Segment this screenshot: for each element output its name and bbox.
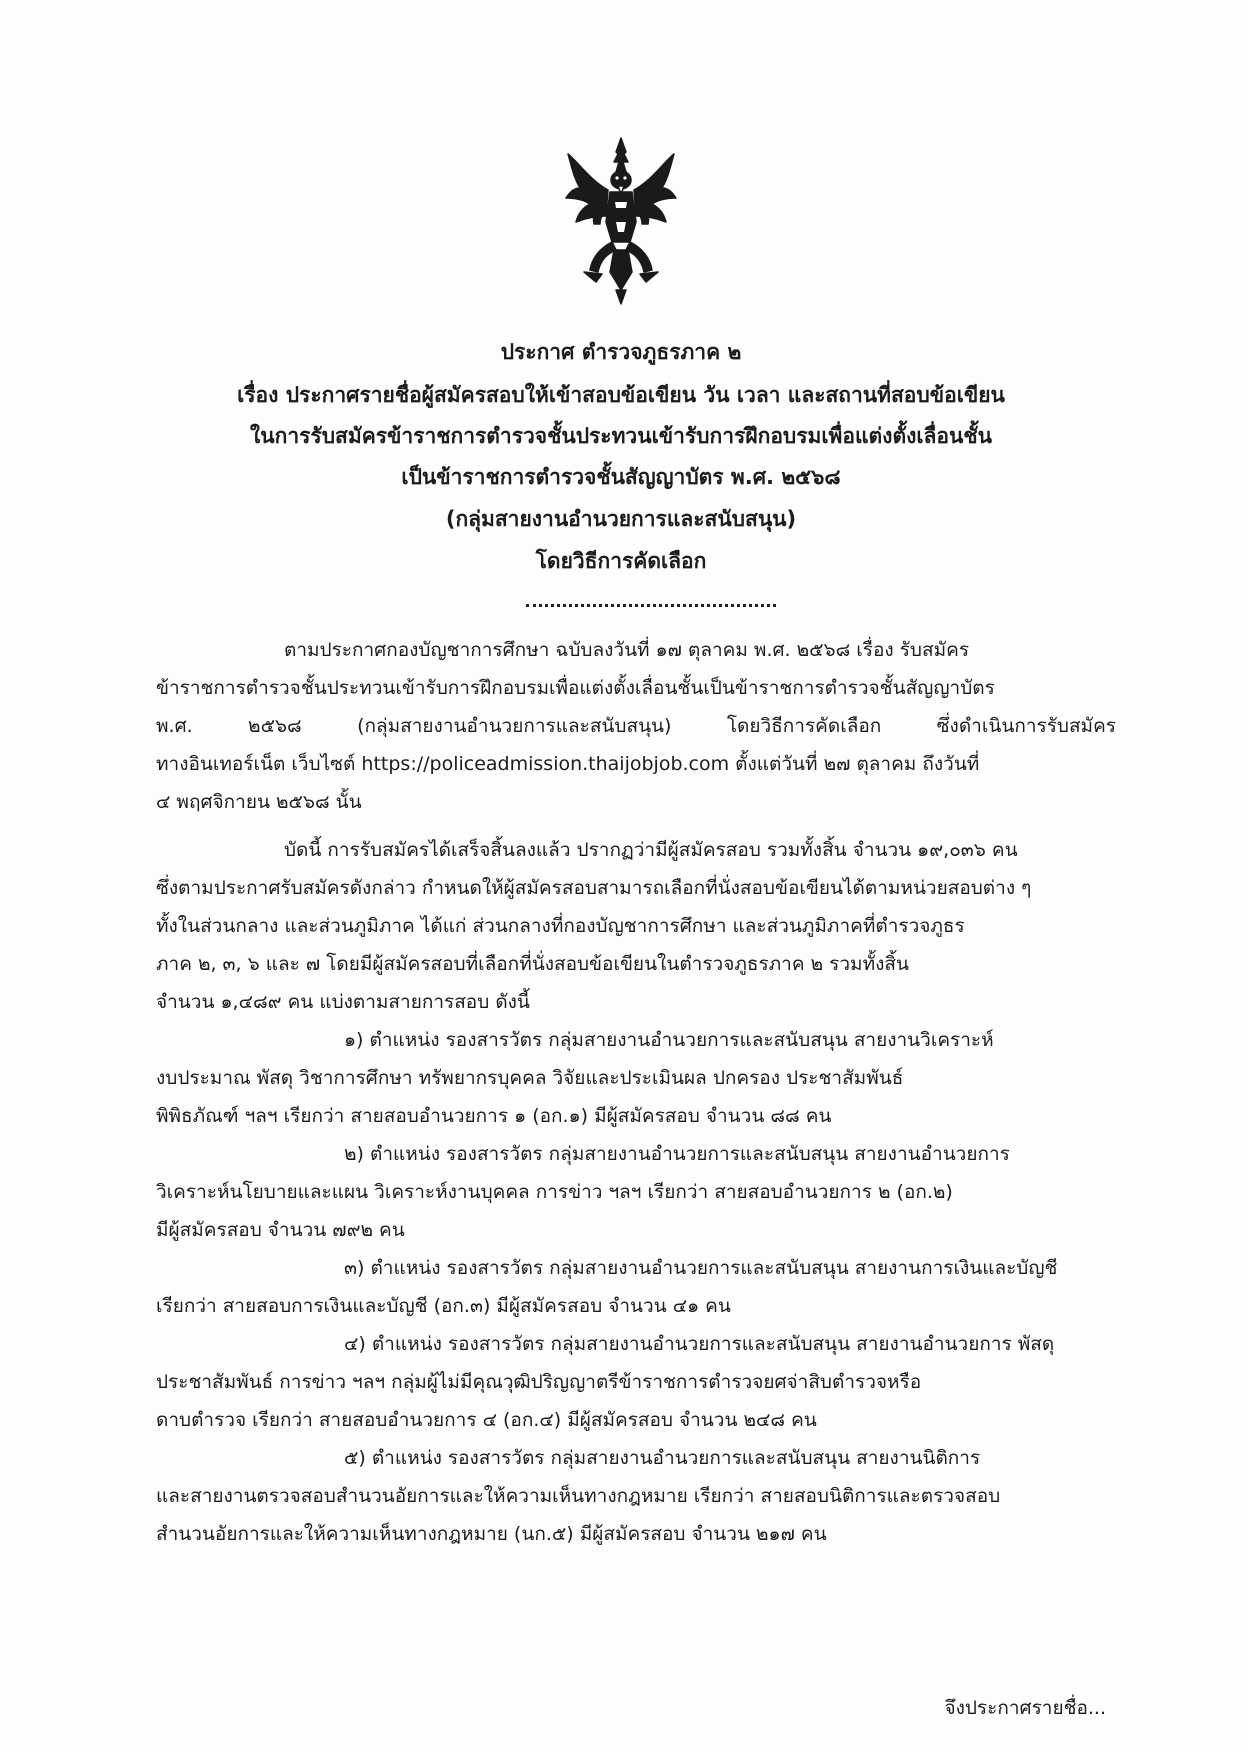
paragraph-1-line-1: ตามประกาศกองบัญชาการศึกษา ฉบับลงวันที่ ๑๗ ตุลาคม พ.ศ. ๒๕๖๘ เรื่อง รับสมัคร (284, 639, 970, 661)
item-2-line-3: มีผู้สมัครสอบ จำนวน ๗๙๒ คน (156, 1219, 405, 1241)
item-3-line-1: ๓) ตำแหน่ง รองสารวัตร กลุ่มสายงานอำนวยการและสนับสนุน สายงานการเงินและบัญชี (344, 1257, 1058, 1279)
item-1-line-3: พิพิธภัณฑ์ ฯลฯ เรียกว่า สายสอบอำนวยการ ๑ (อก.๑) มีผู้สมัครสอบ จำนวน ๘๘ คน (156, 1105, 832, 1127)
item-5-line-3: สำนวนอัยการและให้ความเห็นทางกฎหมาย (นก.๕) มีผู้สมัครสอบ จำนวน ๒๑๗ คน (156, 1523, 827, 1545)
announcement-subject: เรื่อง ประกาศรายชื่อผู้สมัครสอบให้เข้าสอบข้อเขียน วัน เวลา และสถานที่สอบข้อเขียน (237, 383, 1005, 407)
item-1-line-1: ๑) ตำแหน่ง รองสารวัตร กลุ่มสายงานอำนวยการและสนับสนุน สายงานวิเคราะห์ (344, 1029, 994, 1051)
item-4-line-1: ๔) ตำแหน่ง รองสารวัตร กลุ่มสายงานอำนวยการและสนับสนุน สายงานอำนวยการ พัสดุ (344, 1333, 1055, 1355)
announcement-subject-line-5: โดยวิธีการคัดเลือก (535, 549, 707, 573)
item-5-line-2: และสายงานตรวจสอบสำนวนอัยการและให้ความเห็นทางกฎหมาย เรียกว่า สายสอบนิติการและตรวจสอบ (156, 1485, 1001, 1507)
item-2-line-2: วิเคราะห์นโยบายและแผน วิเคราะห์งานบุคคล การข่าว ฯลฯ เรียกว่า สายสอบอำนวยการ ๒ (อก.๒) (156, 1181, 953, 1203)
item-3-line-2: เรียกว่า สายสอบการเงินและบัญชี (อก.๓) มีผู้สมัครสอบ จำนวน ๔๑ คน (156, 1295, 731, 1317)
heading-divider (526, 604, 776, 607)
item-4-line-2: ประชาสัมพันธ์ การข่าว ฯลฯ กลุ่มผู้ไม่มีคุณวุฒิปริญญาตรีข้าราชการตำรวจยศจ่าสิบตำรวจหรือ (156, 1371, 922, 1393)
paragraph-1-line-2: ข้าราชการตำรวจชั้นประทวนเข้ารับการฝึกอบรมเพื่อแต่งตั้งเลื่อนชั้นเป็นข้าราชการตำรวจชั้นสัญญาบัตร (156, 677, 995, 699)
paragraph-2-line-1: บัดนี้ การรับสมัครได้เสร็จสิ้นลงแล้ว ปรากฏว่ามีผู้สมัครสอบ รวมทั้งสิ้น จำนวน ๑๙,๐๓๖ คน (284, 839, 1018, 861)
paragraph-2-line-5: จำนวน ๑,๔๘๙ คน แบ่งตามสายการสอบ ดังนี้ (156, 991, 530, 1013)
paragraph-1-line-3: พ.ศ. ๒๕๖๘ (กลุ่มสายงานอำนวยการและสนับสนุน) โดยวิธีการคัดเลือก ซึ่งดำเนินการรับสมัคร (156, 715, 1116, 737)
garuda-emblem-icon (560, 132, 682, 308)
item-2-line-1: ๒) ตำแหน่ง รองสารวัตร กลุ่มสายงานอำนวยการและสนับสนุน สายงานอำนวยการ (344, 1143, 1010, 1165)
item-4-line-3: ดาบตำรวจ เรียกว่า สายสอบอำนวยการ ๔ (อก.๔) มีผู้สมัครสอบ จำนวน ๒๔๘ คน (156, 1409, 817, 1431)
paragraph-2-line-4: ภาค ๒, ๓, ๖ และ ๗ โดยมีผู้สมัครสอบที่เลือกที่นั่งสอบข้อเขียนในตำรวจภูธรภาค ๒ รวมทั้งสิ้น (156, 953, 909, 975)
paragraph-1-line-5: ๔ พฤศจิกายน ๒๕๖๘ นั้น (156, 791, 362, 813)
page-continuation-text: จึงประกาศรายชื่อ... (944, 1697, 1106, 1719)
paragraph-2-line-2: ซึ่งตามประกาศรับสมัครดังกล่าว กำหนดให้ผู้สมัครสอบสามารถเลือกที่นั่งสอบข้อเขียนได้ตามหน่วยสอบต่าง ๆ (156, 877, 1032, 899)
announcement-subject-line-3: เป็นข้าราชการตำรวจชั้นสัญญาบัตร พ.ศ. ๒๕๖๘ (401, 465, 841, 489)
item-5-line-1: ๕) ตำแหน่ง รองสารวัตร กลุ่มสายงานอำนวยการและสนับสนุน สายงานนิติการ (344, 1447, 981, 1469)
paragraph-1-line-4: ทางอินเทอร์เน็ต เว็บไซต์ https://policeadmission.thaijobjob.com ตั้งแต่วันที่ ๒๗ ตุลาคม ถึงวันที่ (156, 753, 980, 775)
item-1-line-2: งบประมาณ พัสดุ วิชาการศึกษา ทรัพยากรบุคคล วิจัยและประเมินผล ปกครอง ประชาสัมพันธ์ (156, 1067, 904, 1089)
paragraph-2-line-3: ทั้งในส่วนกลาง และส่วนภูมิภาค ได้แก่ ส่วนกลางที่กองบัญชาการศึกษา และส่วนภูมิภาคที่ตำรวจภูธร (156, 915, 965, 937)
announcement-subject-line-4: (กลุ่มสายงานอำนวยการและสนับสนุน) (445, 507, 797, 531)
announcement-title: ประกาศ ตำรวจภูธรภาค ๒ (500, 340, 742, 364)
announcement-subject-line-2: ในการรับสมัครข้าราชการตำรวจชั้นประทวนเข้ารับการฝึกอบรมเพื่อแต่งตั้งเลื่อนชั้น (250, 424, 992, 448)
